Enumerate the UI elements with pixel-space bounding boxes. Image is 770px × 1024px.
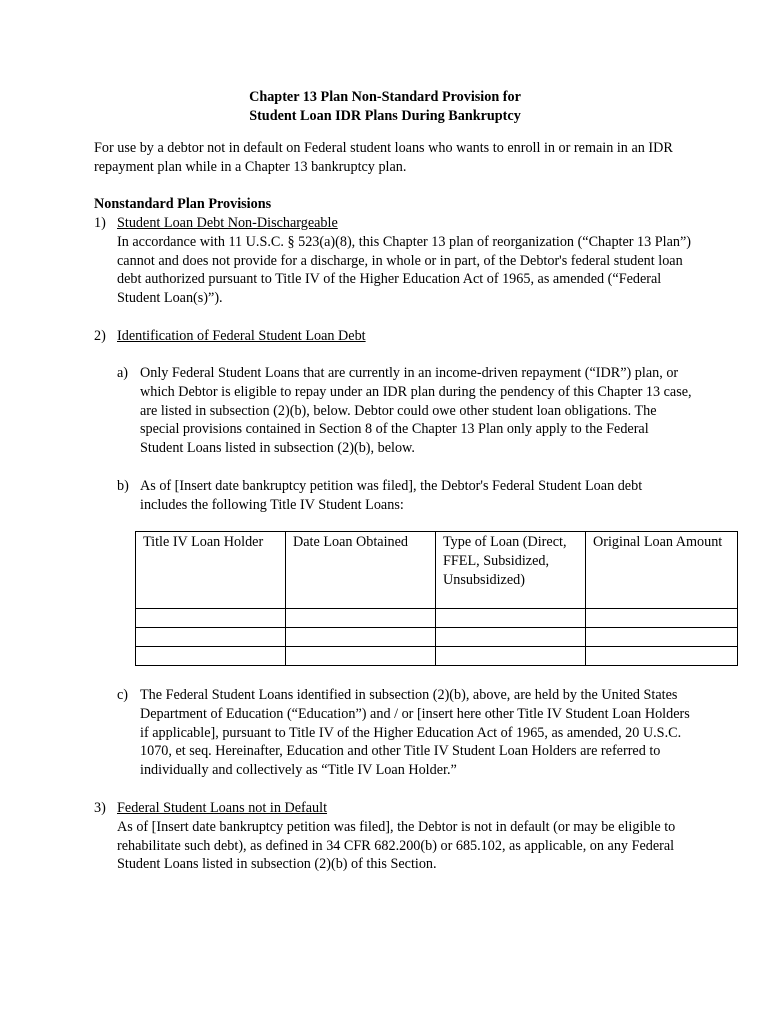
loan-table-header-row [136, 532, 738, 609]
subsection-label: b) [117, 478, 129, 494]
provision-1 [94, 214, 704, 308]
subsection-text: As of [Insert date bankruptcy petition was filed], the Debtor's Federal Student Loan debt includes the following Title IV Student Loans: [140, 478, 643, 513]
subsection-text: Only Federal Student Loans that are currently in an income-driven repayment (“IDR”) plan, or which Debtor is eligible to repay under an IDR plan during the pendency of this Chapter 13 case, are listed in subsection (2)(b), below. Debtor could owe other student loan obligations. The special provisions contained in Section 8 of the Chapter 13 Plan only apply to the Federal Student Loans listed in subsection (2)(b), below. [140, 365, 692, 457]
document-title [0, 88, 770, 126]
subsection-c [117, 686, 692, 780]
provision-number: 3) [94, 800, 106, 816]
column-header: Type of Loan (Direct, FFEL, Subsidized, Unsubsidized) [436, 532, 586, 609]
provision-number: 1) [94, 215, 106, 231]
table-cell[interactable] [286, 647, 436, 666]
provision-number: 2) [94, 328, 106, 344]
subsection-a [117, 364, 692, 458]
table-cell[interactable] [436, 628, 586, 647]
provision-heading: Student Loan Debt Non-Dischargeable [117, 215, 338, 231]
provision-2 [94, 327, 704, 346]
subsection-text: The Federal Student Loans identified in subsection (2)(b), above, are held by the United States Department of Education (“Education”) and / or [insert here other Title IV Student Loan Holders if applicable], pursuant to Title IV of the Higher Education Act of 1965, as amended, 20 U.S.C. 1070, et seq. Hereinafter, Education and other Title IV Student Loan Holders are referred to individually and collectively as “Title IV Loan Holder.” [140, 687, 690, 779]
section-heading: Nonstandard Plan Provisions [94, 196, 272, 212]
provision-heading: Identification of Federal Student Loan Debt [117, 328, 366, 344]
table-cell[interactable] [286, 609, 436, 628]
provision-heading: Federal Student Loans not in Default [117, 800, 328, 816]
loan-table [135, 531, 738, 666]
intro-paragraph: For use by a debtor not in default on Federal student loans who wants to enroll in or remain in an IDR repayment plan while in a Chapter 13 bankruptcy plan. [94, 140, 673, 175]
table-cell[interactable] [586, 628, 738, 647]
table-cell[interactable] [136, 647, 286, 666]
table-cell[interactable] [586, 647, 738, 666]
table-row [136, 647, 738, 666]
table-row [136, 609, 738, 628]
column-header: Title IV Loan Holder [136, 532, 286, 609]
table-cell[interactable] [436, 609, 586, 628]
table-cell[interactable] [586, 609, 738, 628]
subsection-label: c) [117, 687, 129, 703]
provision-body: As of [Insert date bankruptcy petition was filed], the Debtor is not in default (or may be eligible to rehabilitate such debt), as defined in 34 CFR 682.200(b) or 685.102, as applicable, on any Federal Student Loans listed in subsection (2)(b) of this Section. [117, 818, 676, 873]
title-line-1: Chapter 13 Plan Non-Standard Provision for [249, 89, 521, 105]
provision-body: In accordance with 11 U.S.C. § 523(a)(8), this Chapter 13 plan of reorganization (“Chapter 13 Plan”) cannot and does not provide for a discharge, in whole or in part, of the Debtor's federal student loan debt authorized pursuant to Title IV of the Higher Education Act of 1965, as amended (“Federal Student Loan(s)”). [117, 233, 692, 307]
table-cell[interactable] [136, 628, 286, 647]
table-cell[interactable] [136, 609, 286, 628]
table-cell[interactable] [286, 628, 436, 647]
subsection-b [117, 477, 692, 515]
column-header: Date Loan Obtained [286, 532, 436, 609]
subsection-label: a) [117, 365, 129, 381]
column-header: Original Loan Amount [586, 532, 738, 609]
table-row [136, 628, 738, 647]
provision-3 [94, 799, 704, 874]
table-cell[interactable] [436, 647, 586, 666]
title-line-2: Student Loan IDR Plans During Bankruptcy [249, 107, 521, 124]
